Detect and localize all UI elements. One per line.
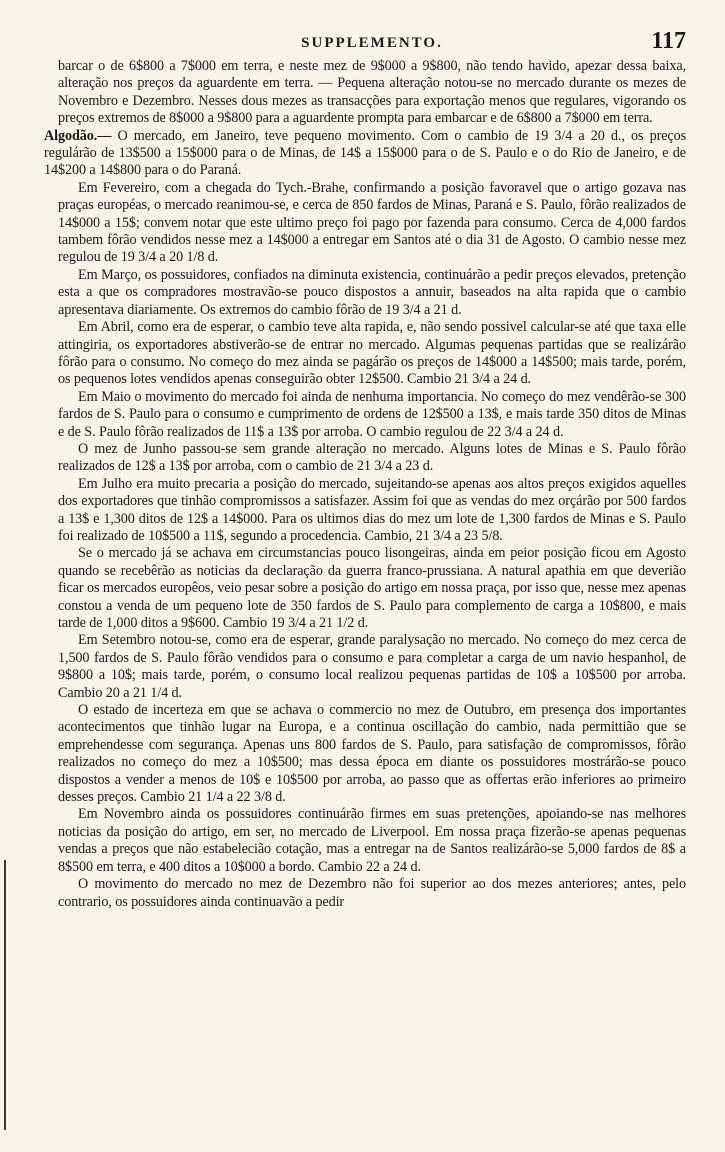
paragraph-text: O mercado, em Janeiro, teve pequeno movimento. Com o cambio de 19 3/4 a 20 d., os preços regulárão de 13$500 a 15$000 para o de Minas, de 14$ a 15$000 para o de S. Paulo e o do Rio de Janeiro, e de 14$200 a 14$800 para o do Paraná. [44, 127, 686, 179]
running-header [58, 28, 686, 58]
body-text [44, 58, 686, 911]
paragraph: O mez de Junho passou-se sem grande alteração no mercado. Alguns lotes de Minas e S. Paulo fôrão realizados de 12$ a 13$ por arroba, com o cambio de 21 3/4 a 23 d. [58, 440, 686, 475]
margin-rule [4, 860, 6, 1130]
page-number: 117 [651, 28, 686, 54]
paragraph: Em Fevereiro, com a chegada do Tych.-Brahe, confirmando a posição favoravel que o artigo gozava nas praças européas, o mercado reanimou-se, e cerca de 850 fardos de Minas, Paraná e S. Paulo, fôrão realizados de 14$000 a 15$; convem notar que este ultimo preço foi pago por fazenda para consumo. Cerca de 4,000 fardos tambem fôrão vendidos nesse mez a 14$000 a entregar em Santos até o dia 31 de Agosto. O cambio nesse mez regulou de 19 3/4 a 20 1/8 d. [58, 179, 686, 266]
page [44, 28, 686, 911]
paragraph: O movimento do mercado no mez de Dezembro não foi superior ao dos mezes anteriores; antes, pelo contrario, os possuidores ainda continuavão a pedir [58, 876, 686, 910]
running-title: SUPPLEMENTO. [301, 35, 443, 51]
paragraph: barcar o de 6$800 a 7$000 em terra, e neste mez de 9$000 a 9$800, não tendo havido, apezar dessa baixa, alteração nos preços da aguardente em terra. — Pequena alteração notou-se no mercado durante os mezes de Novembro e Dezembro. Nesses dous mezes as transacções para exportação menos que regulares, vigorando os preços extremos de 8$000 a 9$800 para a aguardente prompta para embarcar e de 6$800 a 7$000 em terra. [58, 58, 686, 127]
paragraph: Em Julho era muito precaria a posição do mercado, sujeitando-se apenas aos altos preços exigidos aquelles dos exportadores que tinhão compromissos a satisfazer. Assim foi que as vendas do mez orçárão por 500 fardos a 13$ e 1,300 ditos de 12$ a 14$000. Para os ultimos dias do mez um lote de 1,300 fardos de Minas e S. Paulo foi realizado de 10$500 a 11$, segundo a procedencia. Cambio, 21 3/4 a 23 5/8. [58, 475, 686, 544]
paragraph: Se o mercado já se achava em circumstancias pouco lisongeiras, ainda em peior posição ficou em Agosto quando se recebêrão as noticias da declaração da guerra franco-prussiana. A natural apathia em que deverião ficar os mercados europêos, veio pesar sobre a posição do artigo em nossa praça, por isso que, nesse mez apenas constou a venda de um pequeno lote de 350 fardos de S. Paulo para complemento de carga a 10$800, e mais tarde de 1,000 ditos a 9$600. Cambio 19 3/4 a 21 1/2 d. [58, 545, 686, 631]
paragraph: Em Abril, como era de esperar, o cambio teve alta rapida, e, não sendo possivel calcular-se até que taxa elle attingiria, os exportadores abstiverão-se de entrar no mercado. Algumas pequenas partidas que se realizárão fôrão para o consumo. No começo do mez ainda se pagárão os preços de 14$000 a 14$500; mais tarde, porém, os pequenos lotes vendidos apenas conseguirão obter 12$500. Cambio 21 3/4 a 24 d. [58, 319, 686, 388]
paragraph: Em Novembro ainda os possuidores continuárão firmes em suas pretenções, apoiando-se nas melhores noticias da posição do artigo, em ser, no mercado de Liverpool. Em nossa praça fizerão-se apenas pequenas vendas a preços que não estabelecião cotação, mas a entregar na de Santos realizárão-se 5,000 fardos de 8$ a 8$500 em terra, e 400 ditos a 10$000 a bordo. Cambio 22 a 24 d. [58, 806, 686, 875]
section-lead: Algodão.— [44, 127, 112, 144]
paragraph: Em Março, os possuidores, confiados na diminuta existencia, continuárão a pedir preços elevados, pretenção esta a que os compradores mostravão-se pouco dispostos a annuir, baseados na alta rapida que o cambio apresentava diariamente. Os extremos do cambio fôrão de 19 3/4 a 21 d. [58, 266, 686, 318]
paragraph: O estado de incerteza em que se achava o commercio no mez de Outubro, em presença dos importantes acontecimentos que tinhão lugar na Europa, e a continua oscillação do cambio, nada permittião que se emprehendesse com segurança. Apenas uns 800 fardos de S. Paulo, para satisfação de compromissos, fôrão realizados no começo do mez a 10$500; mas dessa época em diante os possuidores mostrárão-se pouco dispostos a vender a menos de 10$ e 10$500 por arroba, ao passo que as offertas erão inferiores ao primeiro desses preços. Cambio 21 1/4 a 22 3/8 d. [58, 702, 686, 806]
paragraph: Em Maio o movimento do mercado foi ainda de nenhuma importancia. No começo do mez vendêrão-se 300 fardos de S. Paulo para o consumo e cumprimento de ordens de 12$500 a 13$, e mais tarde 350 ditos de Minas e de S. Paulo fôrão realizados de 11$ a 13$ por arroba. O cambio regulou de 22 3/4 a 24 d. [58, 388, 686, 440]
section-paragraph [44, 128, 686, 180]
paragraph: Em Setembro notou-se, como era de esperar, grande paralysação no mercado. No começo do mez cerca de 1,500 fardos de S. Paulo fôrão vendidos para o consumo e para completar a carga de um navio hespanhol, de 9$800 a 10$; mais tarde, porém, o consumo local realizou pequenas partidas de 10$ a 10$500 por arroba. Cambio 20 a 21 1/4 d. [58, 632, 686, 701]
